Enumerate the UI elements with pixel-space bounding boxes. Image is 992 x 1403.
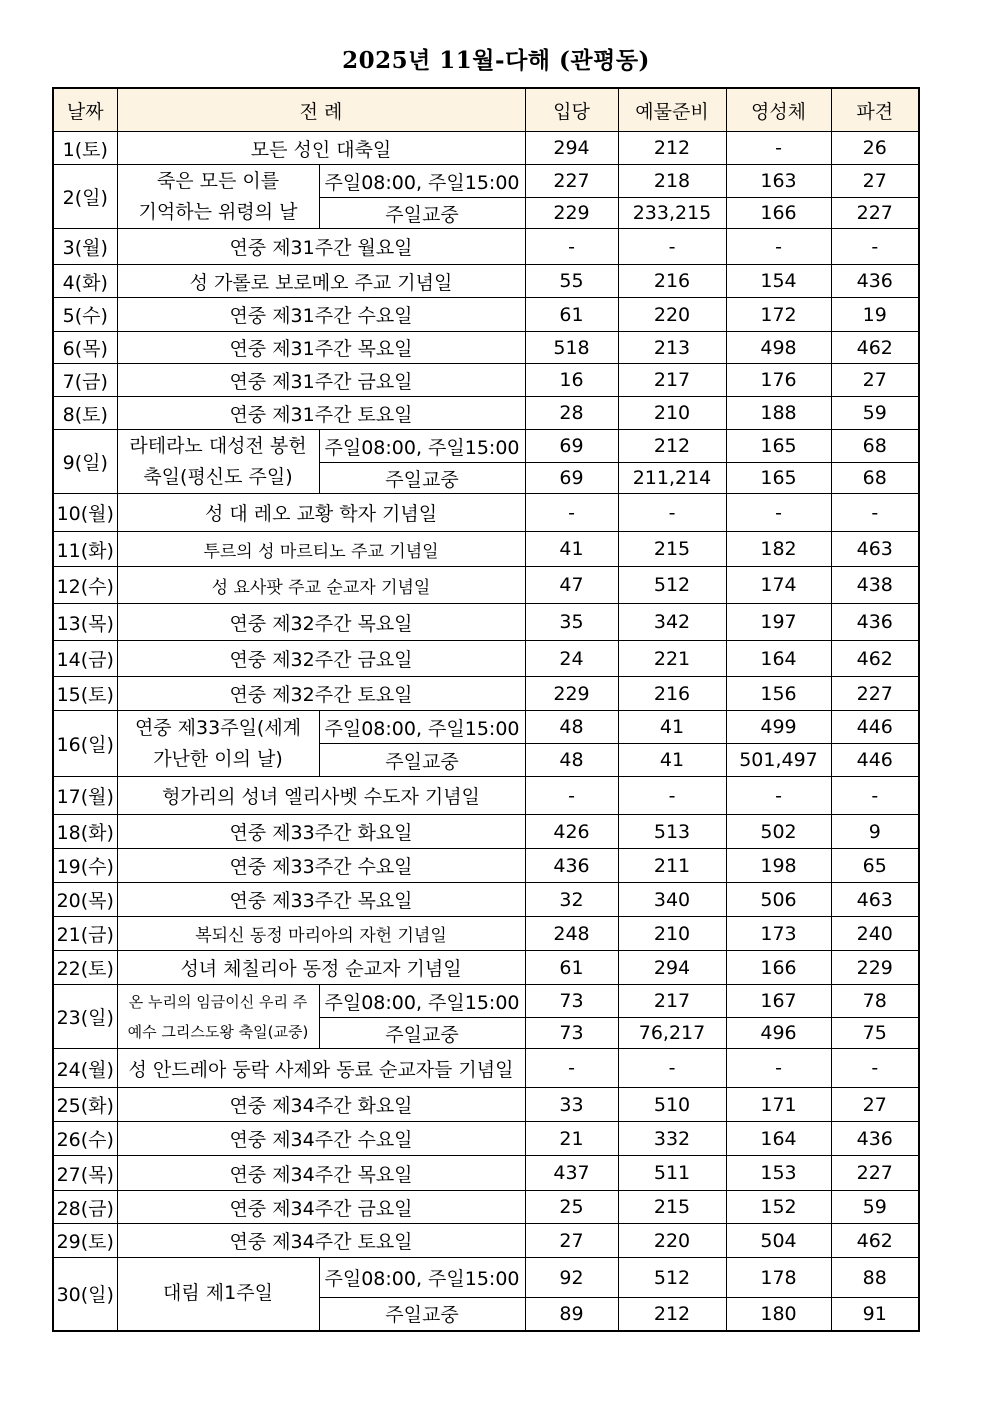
hymn-number-cell: 167 — [726, 985, 831, 1018]
feast-cell — [117, 1258, 319, 1331]
hymn-number-cell: 47 — [525, 567, 618, 604]
hymn-number-cell: 165 — [726, 430, 831, 463]
hymn-number-cell: 69 — [525, 430, 618, 463]
date-cell: 15(토) — [53, 677, 117, 711]
hymn-number-cell: 463 — [831, 532, 919, 567]
table-row — [53, 332, 919, 364]
hymn-number-cell: - — [618, 1049, 726, 1088]
hymn-number-cell: 197 — [726, 604, 831, 641]
mass-time-cell: 주일08:00, 주일15:00 — [319, 1258, 525, 1298]
hymn-number-cell: 217 — [618, 364, 726, 397]
date-cell: 25(화) — [53, 1088, 117, 1122]
table-row — [53, 1088, 919, 1122]
feast-cell: 성녀 체칠리아 동정 순교자 기념일 — [117, 951, 525, 985]
table-row — [53, 132, 919, 165]
hymn-number-cell: 240 — [831, 917, 919, 951]
hymn-number-cell: - — [618, 229, 726, 265]
hymn-number-cell: 35 — [525, 604, 618, 641]
feast-cell: 연중 제31주간 목요일 — [117, 332, 525, 364]
table-row — [53, 298, 919, 332]
date-cell: 24(월) — [53, 1049, 117, 1088]
feast-cell: 투르의 성 마르티노 주교 기념일 — [117, 532, 525, 567]
hymn-number-cell: - — [726, 132, 831, 165]
hymn-number-cell: 220 — [618, 1224, 726, 1258]
header-offertory: 예물준비 — [618, 88, 726, 132]
table-row — [53, 985, 919, 1018]
hymn-number-cell: 33 — [525, 1088, 618, 1122]
feast-cell: 성 대 레오 교황 학자 기념일 — [117, 494, 525, 532]
hymn-number-cell: 92 — [525, 1258, 618, 1298]
table-row — [53, 567, 919, 604]
hymn-number-cell: - — [525, 1049, 618, 1088]
hymn-number-cell: 164 — [726, 1122, 831, 1156]
feast-cell: 연중 제32주간 금요일 — [117, 641, 525, 677]
hymn-number-cell: 210 — [618, 917, 726, 951]
hymn-number-cell: 73 — [525, 985, 618, 1018]
hymn-number-cell: - — [831, 777, 919, 815]
feast-cell — [117, 430, 319, 494]
feast-cell: 성 안드레아 둥락 사제와 동료 순교자들 기념일 — [117, 1049, 525, 1088]
hymn-number-cell: - — [525, 494, 618, 532]
date-cell: 6(목) — [53, 332, 117, 364]
table-row — [53, 1122, 919, 1156]
hymn-number-cell: 233,215 — [618, 198, 726, 229]
hymn-number-cell: 518 — [525, 332, 618, 364]
hymn-number-cell: 61 — [525, 298, 618, 332]
table-row — [53, 229, 919, 265]
feast-cell: 연중 제31주간 금요일 — [117, 364, 525, 397]
feast-cell: 연중 제32주간 토요일 — [117, 677, 525, 711]
feast-cell: 연중 제34주간 수요일 — [117, 1122, 525, 1156]
feast-cell — [117, 165, 319, 229]
hymn-number-cell: 340 — [618, 883, 726, 917]
hymn-number-cell: 436 — [831, 604, 919, 641]
feast-cell: 연중 제34주간 금요일 — [117, 1191, 525, 1224]
feast-line: 가난한 이의 날) — [153, 747, 283, 770]
date-cell: 4(화) — [53, 265, 117, 298]
feast-line: 기억하는 위령의 날 — [138, 200, 298, 223]
hymn-number-cell: - — [831, 494, 919, 532]
hymn-number-cell: 436 — [831, 265, 919, 298]
hymn-number-cell: 510 — [618, 1088, 726, 1122]
hymn-number-cell: 61 — [525, 951, 618, 985]
table-row — [53, 849, 919, 883]
hymn-number-cell: 91 — [831, 1298, 919, 1331]
hymn-number-cell: 152 — [726, 1191, 831, 1224]
date-cell: 10(월) — [53, 494, 117, 532]
hymn-number-cell: 27 — [831, 165, 919, 198]
feast-cell: 모든 성인 대축일 — [117, 132, 525, 165]
feast-line: 예수 그리스도왕 축일(교중) — [127, 1022, 309, 1041]
table-row — [53, 677, 919, 711]
hymn-number-cell: 59 — [831, 397, 919, 430]
header-entrance: 입당 — [525, 88, 618, 132]
hymn-number-cell: 512 — [618, 1258, 726, 1298]
date-cell: 22(토) — [53, 951, 117, 985]
hymn-number-cell: 220 — [618, 298, 726, 332]
feast-cell: 헝가리의 성녀 엘리사벳 수도자 기념일 — [117, 777, 525, 815]
table-row — [53, 604, 919, 641]
table-row — [53, 951, 919, 985]
hymn-number-cell: - — [726, 1049, 831, 1088]
hymn-number-cell: - — [525, 777, 618, 815]
hymn-number-cell: 27 — [831, 364, 919, 397]
date-cell: 26(수) — [53, 1122, 117, 1156]
feast-cell: 연중 제33주간 목요일 — [117, 883, 525, 917]
date-cell: 9(일) — [53, 430, 117, 494]
hymn-number-cell: 213 — [618, 332, 726, 364]
hymn-number-cell: - — [525, 229, 618, 265]
table-row — [53, 532, 919, 567]
hymn-number-cell: 164 — [726, 641, 831, 677]
hymn-number-cell: 229 — [525, 677, 618, 711]
hymn-number-cell: 512 — [618, 567, 726, 604]
mass-time-cell: 주일08:00, 주일15:00 — [319, 165, 525, 198]
date-cell: 2(일) — [53, 165, 117, 229]
hymn-number-cell: 513 — [618, 815, 726, 849]
hymn-number-cell: 216 — [618, 677, 726, 711]
hymn-number-cell: 462 — [831, 332, 919, 364]
hymn-number-cell: 342 — [618, 604, 726, 641]
hymn-number-cell: - — [726, 229, 831, 265]
date-cell: 7(금) — [53, 364, 117, 397]
hymn-number-cell: 48 — [525, 744, 618, 777]
hymn-number-cell: 462 — [831, 1224, 919, 1258]
date-cell: 1(토) — [53, 132, 117, 165]
hymn-number-cell: 436 — [525, 849, 618, 883]
table-row — [53, 1224, 919, 1258]
date-cell: 8(토) — [53, 397, 117, 430]
hymn-number-cell: - — [726, 777, 831, 815]
feast-cell — [117, 985, 319, 1049]
date-cell: 21(금) — [53, 917, 117, 951]
table-row — [53, 883, 919, 917]
table-row — [53, 494, 919, 532]
hymn-number-cell: 75 — [831, 1018, 919, 1049]
hymn-number-cell: 212 — [618, 1298, 726, 1331]
feast-cell: 연중 제34주간 목요일 — [117, 1156, 525, 1191]
hymn-number-cell: 217 — [618, 985, 726, 1018]
table-row — [53, 1049, 919, 1088]
date-cell: 23(일) — [53, 985, 117, 1049]
hymn-number-cell: 171 — [726, 1088, 831, 1122]
date-cell: 28(금) — [53, 1191, 117, 1224]
feast-cell: 성 요사팟 주교 순교자 기념일 — [117, 567, 525, 604]
hymn-number-cell: - — [831, 229, 919, 265]
table-row — [53, 265, 919, 298]
hymn-number-cell: 178 — [726, 1258, 831, 1298]
hymn-number-cell: 156 — [726, 677, 831, 711]
feast-cell — [117, 711, 319, 777]
hymn-number-cell: 502 — [726, 815, 831, 849]
hymn-number-cell: 26 — [831, 132, 919, 165]
hymn-number-cell: 73 — [525, 1018, 618, 1049]
mass-time-cell: 주일교중 — [319, 744, 525, 777]
hymn-number-cell: 55 — [525, 265, 618, 298]
feast-line: 온 누리의 임금이신 우리 주 — [128, 992, 308, 1011]
hymn-number-cell: 215 — [618, 532, 726, 567]
hymn-number-cell: - — [618, 777, 726, 815]
date-cell: 11(화) — [53, 532, 117, 567]
hymn-number-cell: 499 — [726, 711, 831, 744]
hymn-number-cell: 68 — [831, 430, 919, 463]
hymn-number-cell: - — [726, 494, 831, 532]
hymn-number-cell: 25 — [525, 1191, 618, 1224]
table-row — [53, 815, 919, 849]
date-cell: 27(목) — [53, 1156, 117, 1191]
hymn-number-cell: 28 — [525, 397, 618, 430]
feast-line: 대림 제1주일 — [163, 1282, 273, 1305]
date-cell: 18(화) — [53, 815, 117, 849]
hymn-number-cell: 27 — [525, 1224, 618, 1258]
hymn-number-cell: 174 — [726, 567, 831, 604]
hymn-number-cell: 180 — [726, 1298, 831, 1331]
hymn-number-cell: 88 — [831, 1258, 919, 1298]
hymn-number-cell: 437 — [525, 1156, 618, 1191]
hymn-number-cell: 248 — [525, 917, 618, 951]
feast-cell: 연중 제33주간 화요일 — [117, 815, 525, 849]
feast-cell: 연중 제31주간 수요일 — [117, 298, 525, 332]
mass-time-cell: 주일08:00, 주일15:00 — [319, 985, 525, 1018]
hymn-number-cell: 188 — [726, 397, 831, 430]
header-date: 날짜 — [53, 88, 117, 132]
header-liturgy: 전 례 — [117, 88, 525, 132]
hymn-number-cell: 229 — [831, 951, 919, 985]
table-row — [53, 1258, 919, 1298]
feast-line: 죽은 모든 이를 — [156, 169, 280, 192]
date-cell: 13(목) — [53, 604, 117, 641]
date-cell: 20(목) — [53, 883, 117, 917]
hymn-number-cell: 9 — [831, 815, 919, 849]
hymn-number-cell: 229 — [525, 198, 618, 229]
hymn-number-cell: 210 — [618, 397, 726, 430]
hymn-number-cell: 506 — [726, 883, 831, 917]
hymn-number-cell: 89 — [525, 1298, 618, 1331]
date-cell: 29(토) — [53, 1224, 117, 1258]
hymn-number-cell: 78 — [831, 985, 919, 1018]
hymn-number-cell: 76,217 — [618, 1018, 726, 1049]
hymn-number-cell: 211 — [618, 849, 726, 883]
hymn-number-cell: 65 — [831, 849, 919, 883]
hymn-number-cell: 426 — [525, 815, 618, 849]
mass-time-cell: 주일08:00, 주일15:00 — [319, 430, 525, 463]
date-cell: 3(월) — [53, 229, 117, 265]
table-row — [53, 1191, 919, 1224]
hymn-number-cell: 436 — [831, 1122, 919, 1156]
hymn-number-cell: 227 — [525, 165, 618, 198]
hymn-number-cell: 41 — [525, 532, 618, 567]
hymn-number-cell: 172 — [726, 298, 831, 332]
table-row — [53, 165, 919, 198]
mass-time-cell: 주일교중 — [319, 1298, 525, 1331]
mass-time-cell: 주일교중 — [319, 198, 525, 229]
hymn-number-cell: - — [618, 494, 726, 532]
hymn-number-cell: 16 — [525, 364, 618, 397]
header-communion: 영성체 — [726, 88, 831, 132]
hymn-number-cell: 212 — [618, 430, 726, 463]
hymn-number-cell: 24 — [525, 641, 618, 677]
mass-time-cell: 주일교중 — [319, 463, 525, 494]
date-cell: 16(일) — [53, 711, 117, 777]
hymn-number-cell: 212 — [618, 132, 726, 165]
feast-line: 라테라노 대성전 봉헌 — [129, 434, 307, 457]
table-row — [53, 1156, 919, 1191]
feast-cell: 연중 제34주간 토요일 — [117, 1224, 525, 1258]
hymn-number-cell: 462 — [831, 641, 919, 677]
date-cell: 12(수) — [53, 567, 117, 604]
table-row — [53, 711, 919, 744]
hymn-number-cell: 163 — [726, 165, 831, 198]
hymn-number-cell: 446 — [831, 711, 919, 744]
feast-cell: 연중 제32주간 목요일 — [117, 604, 525, 641]
hymn-number-cell: 154 — [726, 265, 831, 298]
feast-cell: 연중 제33주간 수요일 — [117, 849, 525, 883]
hymn-number-cell: 32 — [525, 883, 618, 917]
hymn-number-cell: 463 — [831, 883, 919, 917]
hymn-number-cell: 496 — [726, 1018, 831, 1049]
hymn-number-cell: 332 — [618, 1122, 726, 1156]
feast-cell: 연중 제31주간 월요일 — [117, 229, 525, 265]
liturgy-schedule-table — [52, 87, 920, 1332]
hymn-number-cell: 48 — [525, 711, 618, 744]
table-row — [53, 397, 919, 430]
table-row — [53, 917, 919, 951]
header-row — [53, 88, 919, 132]
hymn-number-cell: 176 — [726, 364, 831, 397]
feast-cell: 연중 제34주간 화요일 — [117, 1088, 525, 1122]
hymn-number-cell: 21 — [525, 1122, 618, 1156]
hymn-number-cell: 501,497 — [726, 744, 831, 777]
hymn-number-cell: 198 — [726, 849, 831, 883]
hymn-number-cell: 173 — [726, 917, 831, 951]
hymn-number-cell: 166 — [726, 951, 831, 985]
feast-cell: 연중 제31주간 토요일 — [117, 397, 525, 430]
hymn-number-cell: 41 — [618, 711, 726, 744]
table-row — [53, 641, 919, 677]
hymn-number-cell: 227 — [831, 198, 919, 229]
hymn-number-cell: 504 — [726, 1224, 831, 1258]
hymn-number-cell: 27 — [831, 1088, 919, 1122]
hymn-number-cell: 446 — [831, 744, 919, 777]
hymn-number-cell: 227 — [831, 1156, 919, 1191]
hymn-number-cell: 221 — [618, 641, 726, 677]
mass-time-cell: 주일08:00, 주일15:00 — [319, 711, 525, 744]
hymn-number-cell: 215 — [618, 1191, 726, 1224]
hymn-number-cell: 216 — [618, 265, 726, 298]
hymn-number-cell: 211,214 — [618, 463, 726, 494]
hymn-number-cell: 294 — [525, 132, 618, 165]
feast-cell: 복되신 동정 마리아의 자헌 기념일 — [117, 917, 525, 951]
hymn-number-cell: 59 — [831, 1191, 919, 1224]
page-title: 2025년 11월-다해 (관평동) — [342, 47, 650, 74]
hymn-number-cell: 182 — [726, 532, 831, 567]
feast-line: 연중 제33주일(세계 — [134, 716, 302, 739]
hymn-number-cell: 19 — [831, 298, 919, 332]
hymn-number-cell: 41 — [618, 744, 726, 777]
date-cell: 19(수) — [53, 849, 117, 883]
date-cell: 17(월) — [53, 777, 117, 815]
feast-line: 축일(평신도 주일) — [143, 465, 293, 488]
hymn-number-cell: 218 — [618, 165, 726, 198]
hymn-number-cell: 165 — [726, 463, 831, 494]
hymn-number-cell: 69 — [525, 463, 618, 494]
date-cell: 14(금) — [53, 641, 117, 677]
hymn-number-cell: 227 — [831, 677, 919, 711]
table-row — [53, 364, 919, 397]
hymn-number-cell: 166 — [726, 198, 831, 229]
mass-time-cell: 주일교중 — [319, 1018, 525, 1049]
header-recessional: 파견 — [831, 88, 919, 132]
feast-cell: 성 가롤로 보로메오 주교 기념일 — [117, 265, 525, 298]
date-cell: 30(일) — [53, 1258, 117, 1331]
hymn-number-cell: 511 — [618, 1156, 726, 1191]
hymn-number-cell: 68 — [831, 463, 919, 494]
hymn-number-cell: 498 — [726, 332, 831, 364]
hymn-number-cell: - — [831, 1049, 919, 1088]
hymn-number-cell: 294 — [618, 951, 726, 985]
date-cell: 5(수) — [53, 298, 117, 332]
table-row — [53, 777, 919, 815]
table-row — [53, 430, 919, 463]
hymn-number-cell: 153 — [726, 1156, 831, 1191]
hymn-number-cell: 438 — [831, 567, 919, 604]
